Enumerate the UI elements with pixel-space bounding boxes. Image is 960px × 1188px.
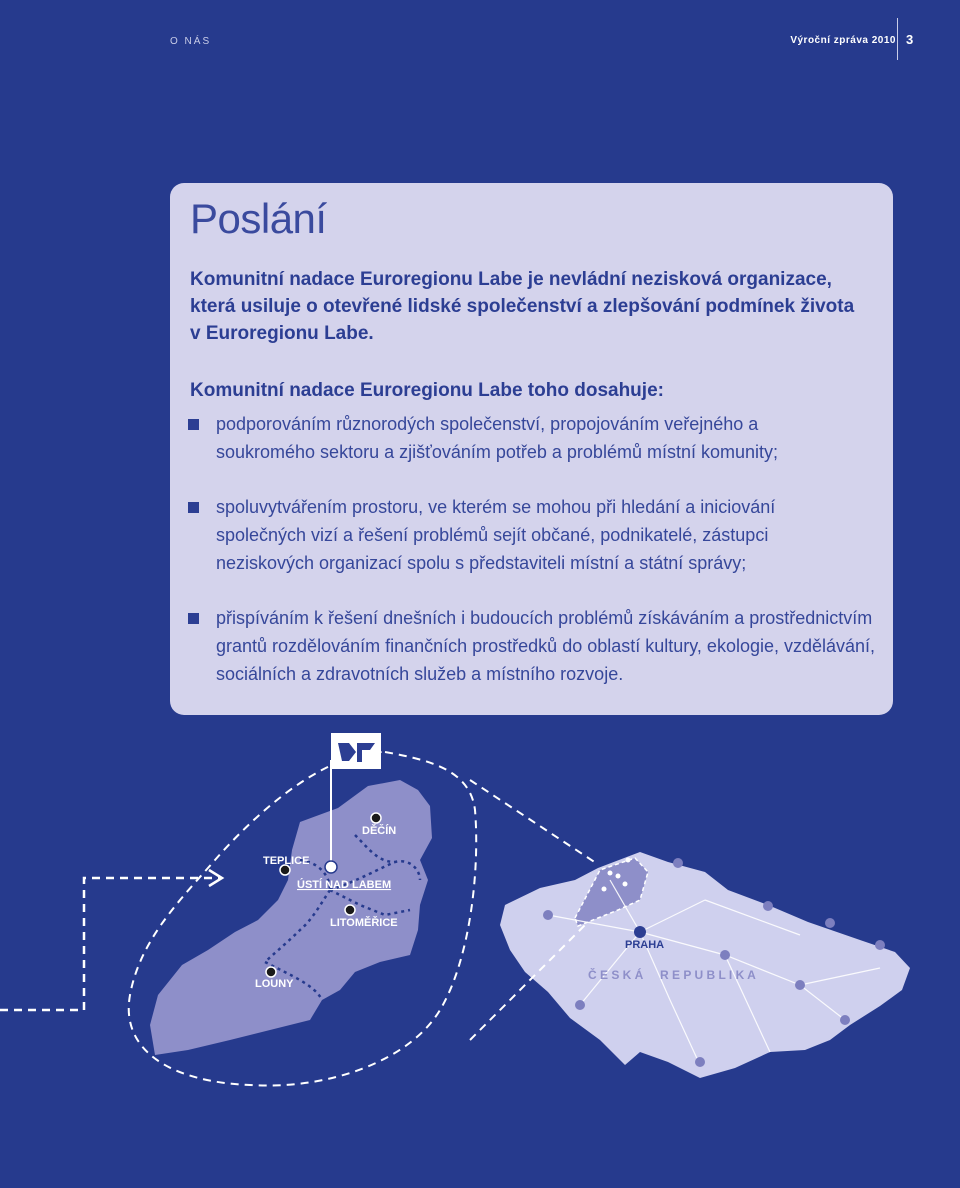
litomerice-dot [345,905,355,915]
square-bullet-icon [188,502,199,513]
list-item: podporováním různorodých společenství, propojováním veřejného a soukromého sektoru a zjišťováním potřeb a problémů místní komunity; [170,410,856,466]
mission-list [170,410,893,688]
praha-label: PRAHA [625,939,665,951]
decin-dot [371,813,381,823]
litomerice-label: LITOMĚŘICE [330,917,398,929]
louny-label: LOUNY [255,978,294,990]
lead-sentence: Komunitní nadace Euroregionu Labe toho dosahuje: [190,380,664,401]
zoom-connector-top [470,780,596,863]
page-title: Poslání [190,195,327,242]
intro-paragraph: Komunitní nadace Euroregionu Labe je nevládní nezisková organizace, která usiluje o otevřené lidské společenství a zlepšování podmínek života v Euroregionu Labe. [190,269,855,344]
square-bullet-icon [188,419,199,430]
report-title: Výroční zpráva 2010 [790,35,896,46]
list-item: spoluvytvářením prostoru, ve kterém se mohou při hledání a iniciování společných vizí a řešení problémů sejít občané, podnikatelé, zástupci neziskových organizací spolu s představiteli místní a státní správy; [170,493,836,577]
header-divider [897,18,898,60]
section-label: O NÁS [170,36,212,47]
louny-dot [266,967,276,977]
usti-dot [325,861,337,873]
page-number: 3 [906,32,914,47]
country-label: Č E S K Á R E P U B L I K A [588,968,756,982]
list-item: přispíváním k řešení dnešních i budoucích problémů získáváním a prostřednictvím grantů rozdělováním finančních prostředků do oblastí kultury, ekologie, vzdělávání, sociálních a zdravotních služeb a místního rozvoje. [170,604,916,688]
usti-label: ÚSTÍ NAD LABEM [297,879,392,891]
square-bullet-icon [188,613,199,624]
map-graphic [0,720,960,1183]
czech-republic-shape [500,852,910,1078]
foundation-flag [331,733,381,769]
teplice-label: TEPLICE [263,855,310,867]
region-map [0,720,960,1183]
decin-label: DĚČÍN [362,825,397,837]
mission-panel [170,183,893,715]
praha-dot [634,926,646,938]
